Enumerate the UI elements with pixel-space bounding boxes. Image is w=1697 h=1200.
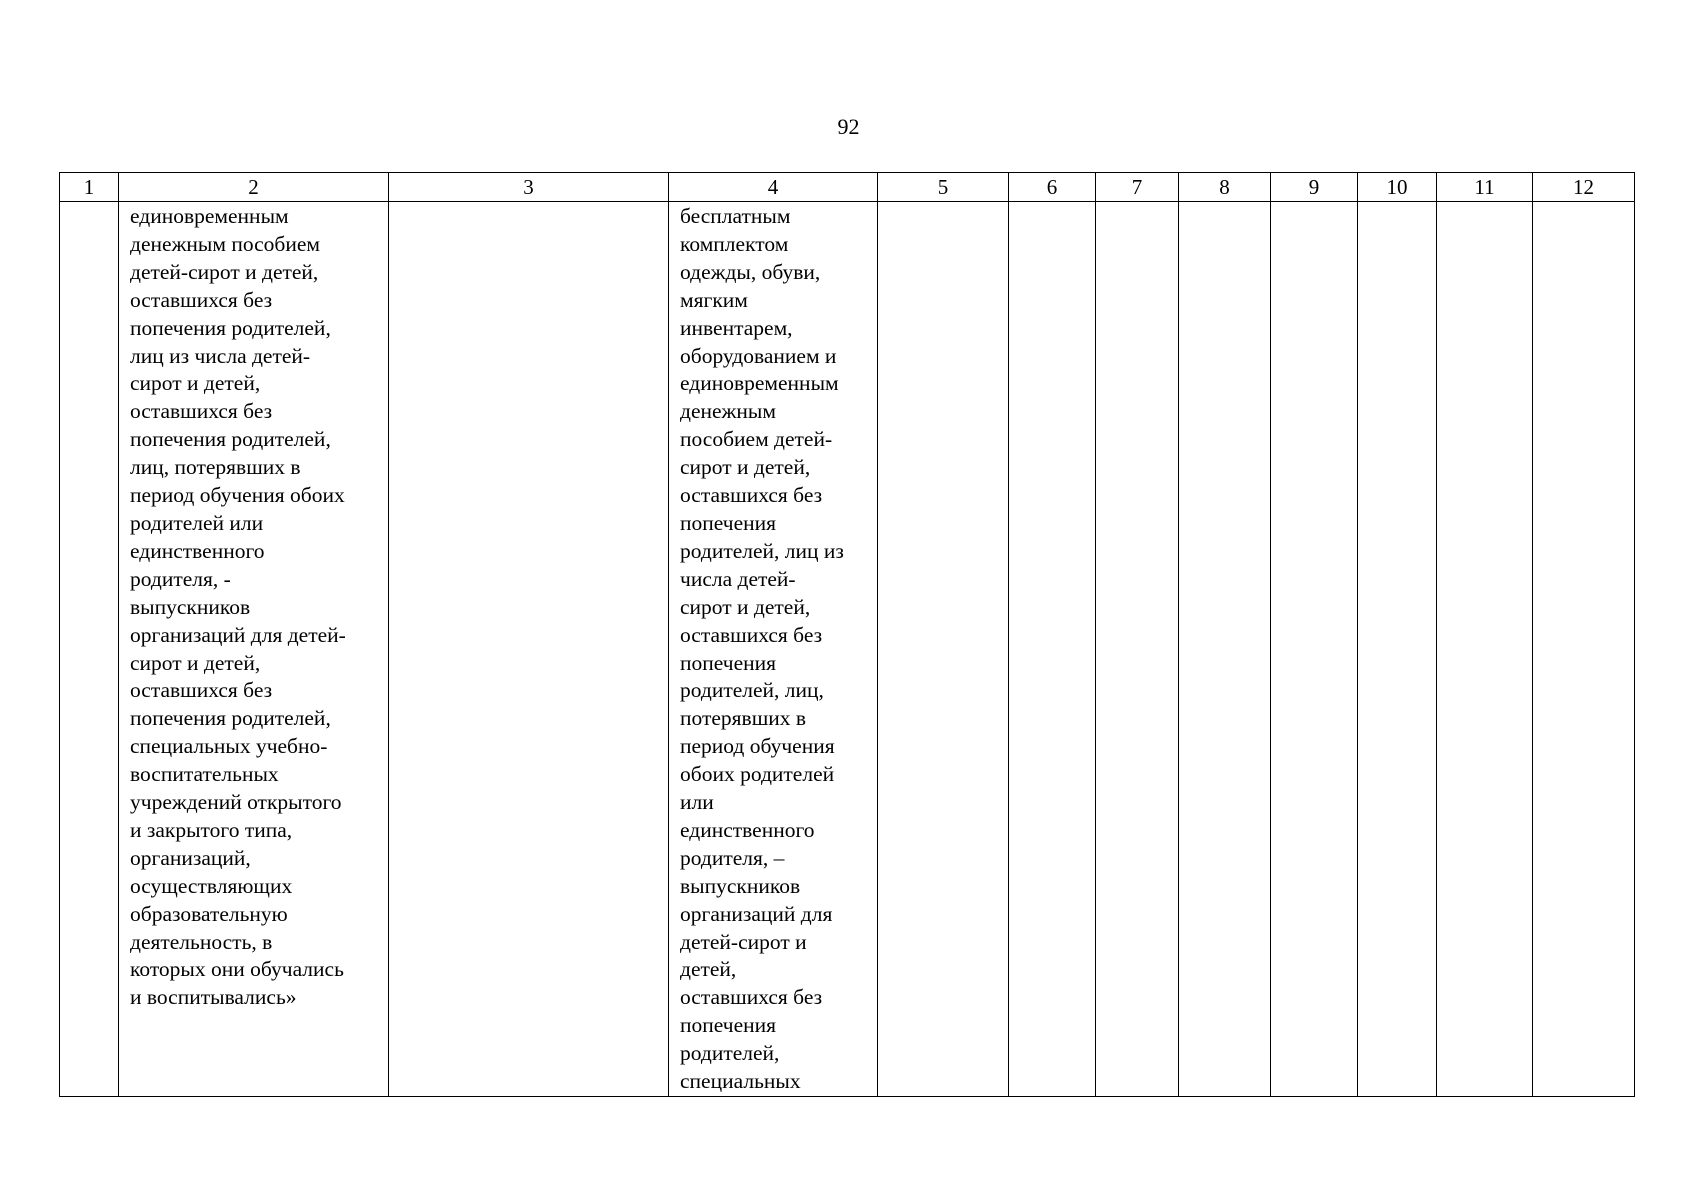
column-header-11: 11 bbox=[1437, 173, 1533, 202]
cell-text-line: сирот и детей, bbox=[680, 455, 811, 480]
cell-text-line: специальных учебно- bbox=[130, 734, 328, 759]
cell-text-line: попечения родителей, bbox=[130, 315, 331, 340]
cell-text-line: обоих родителей bbox=[680, 762, 835, 787]
cell-col-1 bbox=[60, 202, 119, 1097]
column-header-7: 7 bbox=[1096, 173, 1179, 202]
cell-text-line: мягким bbox=[680, 287, 748, 312]
cell-text-line: родителя, – bbox=[680, 845, 785, 870]
cell-col-10 bbox=[1358, 202, 1437, 1097]
cell-text-line: оставшихся без bbox=[130, 678, 273, 703]
cell-text-line: период обучения bbox=[680, 734, 835, 759]
table-row bbox=[60, 202, 1635, 1097]
cell-text-line: детей, bbox=[680, 957, 737, 982]
header-row bbox=[60, 173, 1635, 202]
cell-text-line: родителей, bbox=[680, 1041, 780, 1066]
column-header-2: 2 bbox=[119, 173, 389, 202]
column-header-8: 8 bbox=[1179, 173, 1271, 202]
cell-col-4 bbox=[669, 202, 878, 1097]
cell-col-7 bbox=[1096, 202, 1179, 1097]
cell-col-6 bbox=[1009, 202, 1096, 1097]
cell-text-line: оборудованием и bbox=[680, 343, 837, 368]
cell-text-line: денежным пособием bbox=[130, 231, 320, 256]
cell-text-line: единственного bbox=[680, 817, 815, 842]
cell-col-5 bbox=[878, 202, 1009, 1097]
column-header-4: 4 bbox=[669, 173, 878, 202]
cell-text-line: деятельность, в bbox=[130, 929, 273, 954]
cell-text-line: оставшихся без bbox=[680, 483, 823, 508]
cell-text-line: оставшихся без bbox=[680, 985, 823, 1010]
cell-text-line: бесплатным bbox=[680, 204, 791, 228]
cell-text-line: оставшихся без bbox=[130, 399, 273, 424]
cell-text-line: детей-сирот и bbox=[680, 929, 807, 954]
cell-text-line: одежды, обуви, bbox=[680, 259, 821, 284]
cell-text-line: попечения bbox=[680, 1013, 777, 1038]
cell-text-line: родителей, лиц из bbox=[680, 538, 844, 563]
cell-text-line: родителей или bbox=[130, 510, 264, 535]
cell-col-3 bbox=[389, 202, 669, 1097]
cell-text-line: инвентарем, bbox=[680, 315, 793, 340]
cell-text-line: пособием детей- bbox=[680, 427, 833, 452]
cell-text-line: лиц, потерявших в bbox=[130, 455, 301, 480]
cell-text-line: попечения родителей, bbox=[130, 427, 331, 452]
cell-text-line: единовременным bbox=[680, 371, 839, 396]
cell-text-line: учреждений открытого bbox=[130, 790, 342, 815]
cell-text-line: единственного bbox=[130, 538, 265, 563]
cell-text-line: потерявших в bbox=[680, 706, 807, 731]
cell-col-9 bbox=[1271, 202, 1358, 1097]
column-header-3: 3 bbox=[389, 173, 669, 202]
cell-text-line: образовательную bbox=[130, 901, 288, 926]
cell-text-line: попечения bbox=[680, 650, 777, 675]
cell-text-line: сирот и детей, bbox=[130, 650, 261, 675]
cell-text-line: сирот и детей, bbox=[130, 371, 261, 396]
cell-text-line: период обучения обоих bbox=[130, 483, 345, 508]
cell-text-line: попечения родителей, bbox=[130, 706, 331, 731]
cell-text-line: комплектом bbox=[680, 231, 789, 256]
cell-text-line: попечения bbox=[680, 510, 777, 535]
cell-text-line: организаций для детей- bbox=[130, 622, 346, 647]
cell-col-2 bbox=[119, 202, 389, 1097]
cell-text-line: родителя, - bbox=[130, 566, 231, 591]
cell-text-line: выпускников bbox=[130, 594, 251, 619]
data-table bbox=[59, 172, 1635, 1097]
column-header-12: 12 bbox=[1533, 173, 1635, 202]
cell-text-line: воспитательных bbox=[130, 762, 279, 787]
column-header-6: 6 bbox=[1009, 173, 1096, 202]
cell-text-line: оставшихся без bbox=[130, 287, 273, 312]
column-header-5: 5 bbox=[878, 173, 1009, 202]
column-header-9: 9 bbox=[1271, 173, 1358, 202]
cell-col-12 bbox=[1533, 202, 1635, 1097]
cell-text-line: выпускников bbox=[680, 873, 801, 898]
cell-text-line: организаций, bbox=[130, 845, 251, 870]
page-number: 92 bbox=[837, 114, 860, 139]
cell-text-line: организаций для bbox=[680, 901, 833, 926]
column-header-10: 10 bbox=[1358, 173, 1437, 202]
cell-text-line: единовременным bbox=[130, 204, 289, 228]
cell-text-line: которых они обучались bbox=[130, 957, 344, 982]
column-header-1: 1 bbox=[60, 173, 119, 202]
cell-text-line: детей-сирот и детей, bbox=[130, 259, 319, 284]
cell-text-line: или bbox=[680, 790, 714, 815]
cell-text-line: денежным bbox=[680, 399, 776, 424]
cell-text-line: оставшихся без bbox=[680, 622, 823, 647]
cell-text-line: осуществляющих bbox=[130, 873, 293, 898]
cell-text-line: и закрытого типа, bbox=[130, 817, 293, 842]
cell-text-line: специальных bbox=[680, 1069, 801, 1094]
cell-text-line: числа детей- bbox=[680, 566, 796, 591]
cell-col-8 bbox=[1179, 202, 1271, 1097]
cell-text-line: и воспитывались» bbox=[130, 985, 297, 1010]
cell-text-line: родителей, лиц, bbox=[680, 678, 824, 703]
cell-text-line: лиц из числа детей- bbox=[130, 343, 311, 368]
cell-text-line: сирот и детей, bbox=[680, 594, 811, 619]
cell-col-11 bbox=[1437, 202, 1533, 1097]
